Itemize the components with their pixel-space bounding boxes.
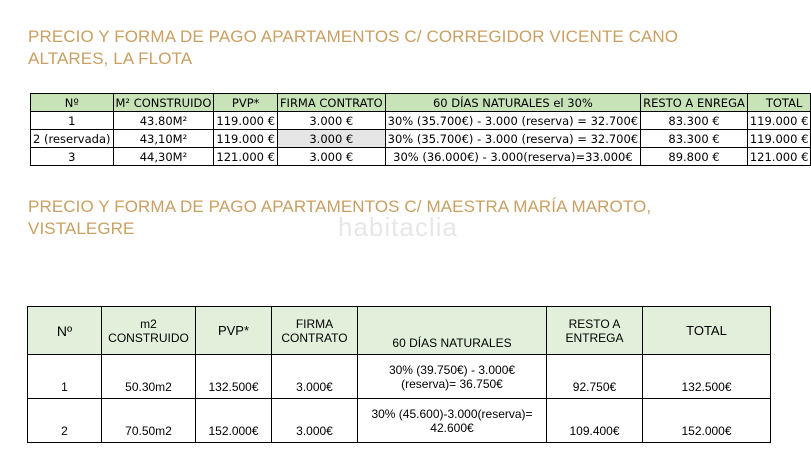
table-header-row bbox=[31, 94, 811, 112]
table-cell: 132.500€ bbox=[196, 355, 272, 399]
table-cell: 3.000 € bbox=[277, 130, 385, 148]
section2-heading-line1: PRECIO Y FORMA DE PAGO APARTAMENTOS C/ MAESTRA MARÍA MAROTO, bbox=[28, 197, 652, 216]
table-cell: 132.500€ bbox=[643, 355, 771, 399]
table-cell: 30% (36.000€) - 3.000(reserva)=33.000€ bbox=[385, 148, 640, 166]
table-cell: 83.300 € bbox=[641, 112, 748, 130]
column-header: 60 DÍAS NATURALES bbox=[358, 307, 547, 355]
table-row bbox=[28, 355, 771, 399]
table-cell: 30% (35.700€) - 3.000 (reserva) = 32.700€ bbox=[385, 112, 640, 130]
table-cell: 119.000 € bbox=[214, 112, 278, 130]
table-cell: 50.30m2 bbox=[102, 355, 196, 399]
section2-heading-line2: VISTALEGRE bbox=[28, 219, 135, 238]
table-cell: 2 bbox=[28, 399, 102, 443]
table-cell: 119.000 € bbox=[747, 112, 811, 130]
table-cell: 121.000 € bbox=[214, 148, 278, 166]
section1-heading bbox=[28, 26, 728, 70]
table-cell: 1 bbox=[28, 355, 102, 399]
table-cell: 43,10M² bbox=[113, 130, 214, 148]
column-header: RESTO A ENREGA bbox=[641, 94, 748, 112]
table-cell: 3.000€ bbox=[272, 355, 358, 399]
table-cell: 44,30M² bbox=[113, 148, 214, 166]
price-table-corregidor bbox=[30, 93, 811, 166]
column-header: TOTAL bbox=[643, 307, 771, 355]
table-row bbox=[31, 148, 811, 166]
table-row bbox=[31, 112, 811, 130]
table-cell: 92.750€ bbox=[547, 355, 643, 399]
table-cell: 152.000€ bbox=[643, 399, 771, 443]
table-cell: 119.000 € bbox=[747, 130, 811, 148]
column-header: RESTO A ENTREGA bbox=[547, 307, 643, 355]
column-header: PVP* bbox=[214, 94, 278, 112]
table-header-row bbox=[28, 307, 771, 355]
table-cell: 2 (reservada) bbox=[31, 130, 114, 148]
table-cell: 30% (35.700€) - 3.000 (reserva) = 32.700€ bbox=[385, 130, 640, 148]
table-cell: 30% (45.600)-3.000(reserva)= 42.600€ bbox=[358, 399, 547, 443]
column-header: FIRMA CONTRATO bbox=[277, 94, 385, 112]
table-cell: 119.000 € bbox=[214, 130, 278, 148]
table-cell: 1 bbox=[31, 112, 114, 130]
table-cell: 152.000€ bbox=[196, 399, 272, 443]
table-cell: 89.800 € bbox=[641, 148, 748, 166]
column-header: Nº bbox=[28, 307, 102, 355]
price-table-vistalegre bbox=[27, 306, 771, 443]
table-cell: 43.80M² bbox=[113, 112, 214, 130]
column-header: m2 CONSTRUIDO bbox=[102, 307, 196, 355]
column-header: Nº bbox=[31, 94, 114, 112]
table-cell: 3.000 € bbox=[277, 148, 385, 166]
table-cell: 83.300 € bbox=[641, 130, 748, 148]
section1-heading-line1: PRECIO Y FORMA DE PAGO APARTAMENTOS C/ CORREGIDOR VICENTE CANO bbox=[28, 27, 679, 46]
column-header: TOTAL bbox=[747, 94, 811, 112]
table-row bbox=[28, 399, 771, 443]
table-cell: 3 bbox=[31, 148, 114, 166]
table-cell: 3.000€ bbox=[272, 399, 358, 443]
column-header: FIRMA CONTRATO bbox=[272, 307, 358, 355]
section1-heading-line2: ALTARES, LA FLOTA bbox=[28, 49, 193, 68]
table-row bbox=[31, 130, 811, 148]
column-header: M² CONSTRUIDO bbox=[113, 94, 214, 112]
table-cell: 30% (39.750€) - 3.000€ (reserva)= 36.750€ bbox=[358, 355, 547, 399]
column-header: 60 DÍAS NATURALES el 30% bbox=[385, 94, 640, 112]
table-cell: 109.400€ bbox=[547, 399, 643, 443]
column-header: PVP* bbox=[196, 307, 272, 355]
table-cell: 3.000 € bbox=[277, 112, 385, 130]
table-cell: 121.000 € bbox=[747, 148, 811, 166]
table-cell: 70.50m2 bbox=[102, 399, 196, 443]
watermark-logo: habitaclia bbox=[338, 212, 458, 242]
